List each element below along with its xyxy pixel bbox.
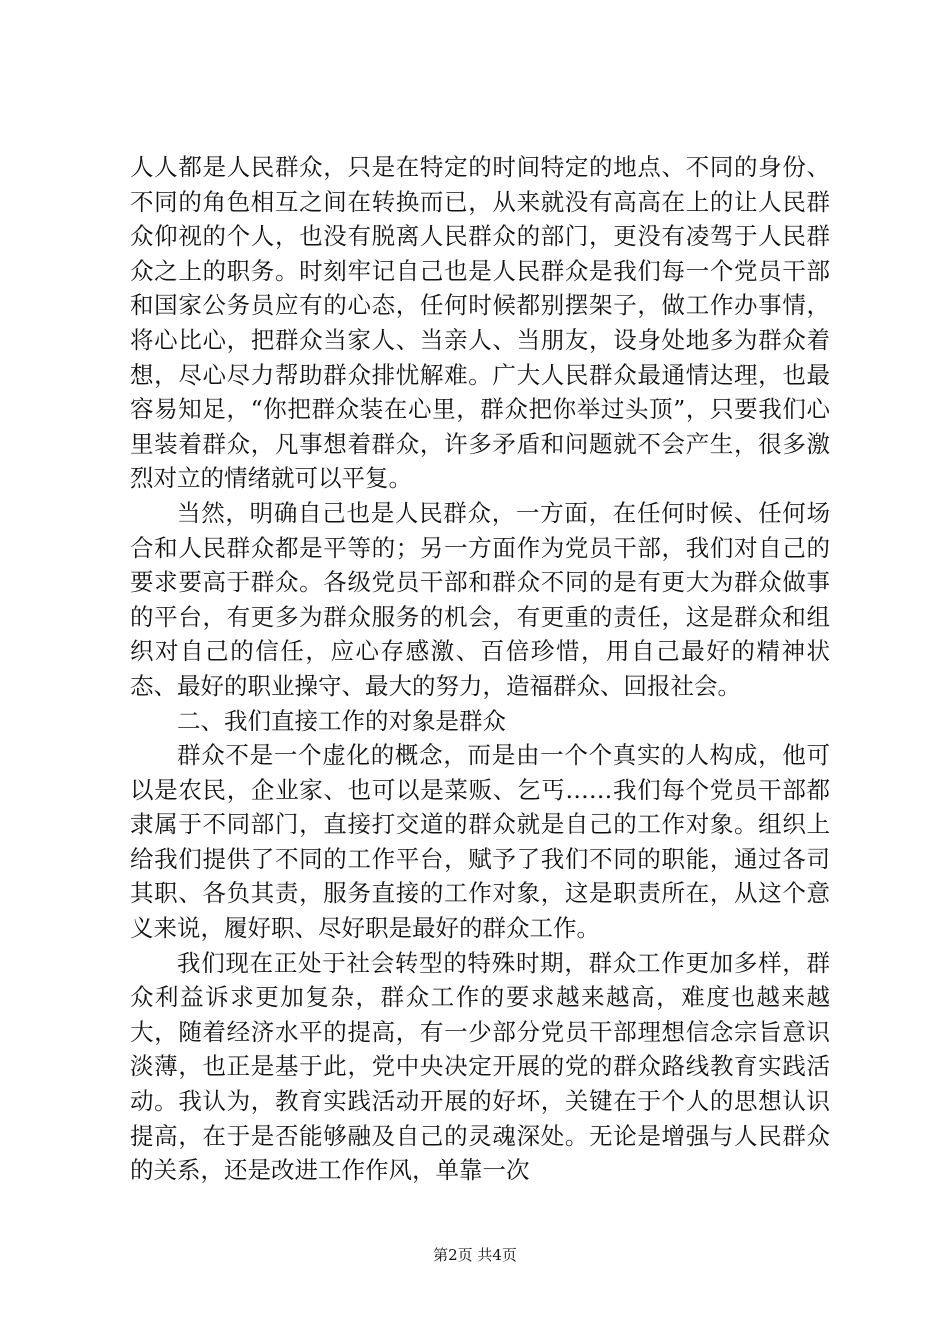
paragraph: 当然，明确自己也是人民群众，一方面，在任何时候、任何场合和人民群众都是平等的；另一方面作为党员干部，我们对自己的要求要高于群众。各级党员干部和群众不同的是有更大为群众做事的平台，有更多为群众服务的机会，有更重的责任，这是群众和组织对自己的信任，应心存感激、百倍珍惜，用自己最好的精神状态、最好的职业操守、最大的努力，造福群众、回报社会。 <box>130 498 830 700</box>
paragraph: 我们现在正处于社会转型的特殊时期，群众工作更加多样，群众利益诉求更加复杂，群众工作的要求越来越高，难度也越来越大，随着经济水平的提高，有一少部分党员干部理想信念宗旨意识淡薄，也正是基于此，党中央决定开展的党的群众路线教育实践活动。我认为，教育实践活动开展的好坏，关键在于个人的思想认识提高，在于是否能够融及自己的灵魂深处。无论是增强与人民群众的关系，还是改进工作作风，单靠一次 <box>130 948 830 1185</box>
body-text <box>130 150 830 1188</box>
page-footer: 第2页 共4页 <box>433 1246 517 1264</box>
section-heading: 二、我们直接工作的对象是群众 <box>177 706 506 735</box>
paragraph-continuation: 人人都是人民群众，只是在特定的时间特定的地点、不同的身份、不同的角色相互之间在转换而已，从来就没有高高在上的让人民群众仰视的个人，也没有脱离人民群众的部门，更没有凌驾于人民群众之上的职务。时刻牢记自己也是人民群众是我们每一个党员干部和国家公务员应有的心态，任何时候都别摆架子，做工作办事情，将心比心，把群众当家人、当亲人、当朋友，设身处地多为群众着想，尽心尽力帮助群众排忧解难。广大人民群众最通情达理，也最容易知足，“你把群众装在心里，群众把你举过头顶”，只要我们心里装着群众，凡事想着群众，许多矛盾和问题就不会产生，很多激烈对立的情绪就可以平复。 <box>130 153 830 493</box>
paragraph: 群众不是一个虚化的概念，而是由一个个真实的人构成，他可以是农民，企业家、也可以是菜贩、乞丐……我们每个党员干部都隶属于不同部门，直接打交道的群众就是自己的工作对象。组织上给我们提供了不同的工作平台，赋予了我们不同的职能，通过各司其职、各负其责，服务直接的工作对象，这是职责所在，从这个意义来说，履好职、尽好职是最好的群众工作。 <box>130 741 830 943</box>
